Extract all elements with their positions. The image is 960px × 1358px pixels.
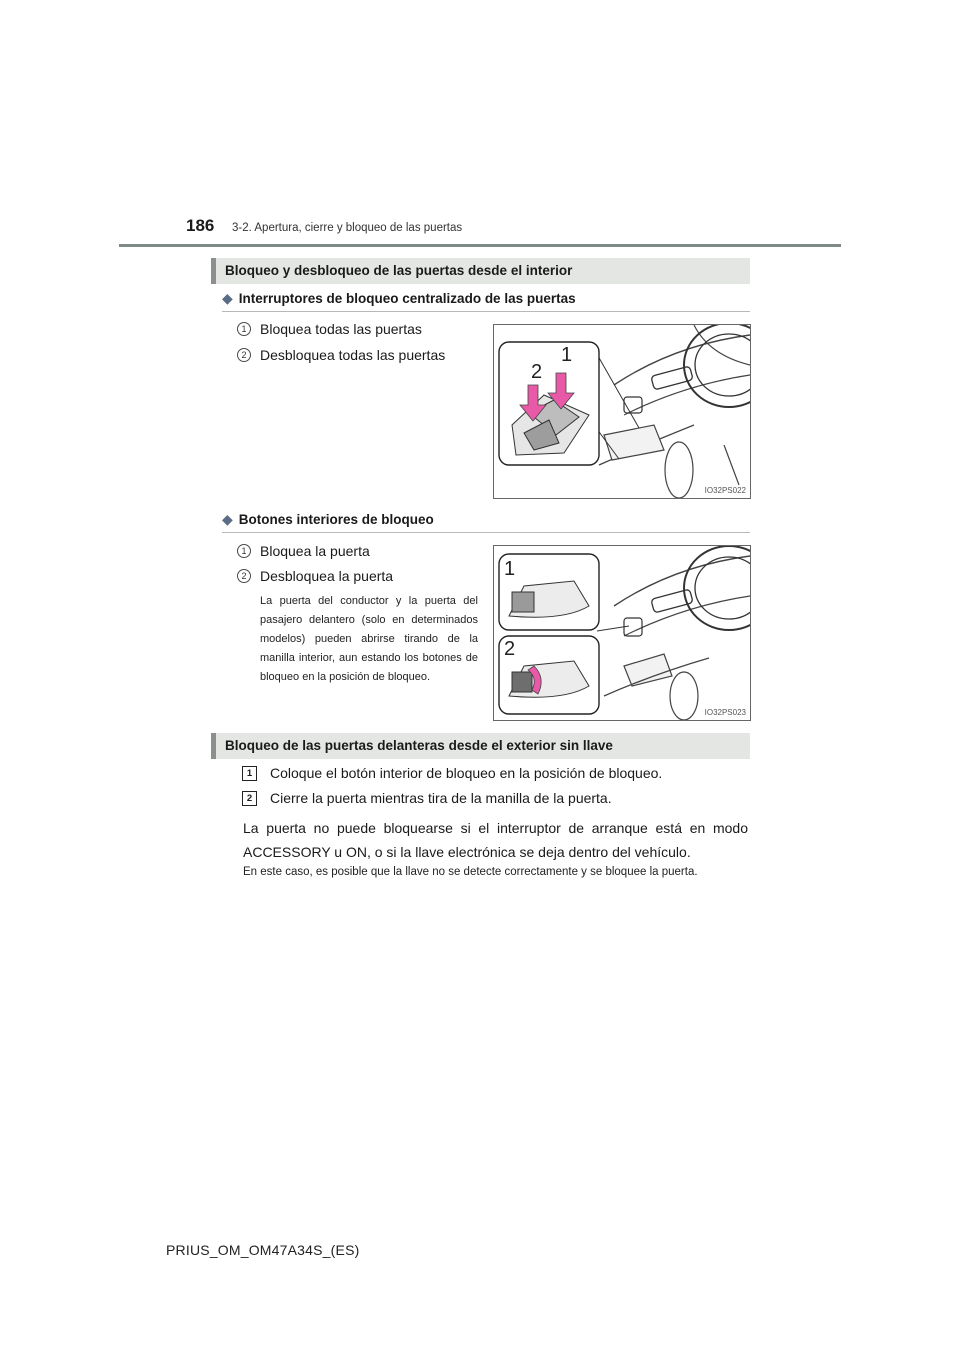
section-title: Bloqueo y desbloqueo de las puertas desde el interior: [225, 263, 573, 278]
figure-illustration: [494, 546, 750, 720]
subheading-divider: [222, 532, 750, 533]
step-text-2: Cierre la puerta mientras tira de la manilla de la puerta.: [270, 790, 612, 806]
callout-1: 1: [504, 558, 516, 580]
subheading-interior-lock-buttons: [222, 511, 434, 528]
section-bar-exterior-locking: [211, 733, 750, 759]
item-number-2: 2: [237, 569, 251, 583]
diamond-icon: ◆: [222, 290, 233, 306]
chapter-title: 3-2. Apertura, cierre y bloqueo de las puertas: [232, 222, 463, 234]
callout-1: 1: [561, 344, 573, 366]
figure-code: IO32PS023: [704, 708, 746, 717]
item-text-lock-all: Bloquea todas las puertas: [260, 321, 422, 337]
section-bar-interior-locking: [211, 258, 750, 284]
figure-illustration: [494, 325, 750, 498]
note-door-handle: La puerta del conductor y la puerta del pasajero delantero (solo en determinados modelos) pueden abrirse tirando de la manilla interior, aun estando los botones de bloqueo en la posición de bloqueo.: [260, 595, 478, 683]
step-number-2: 2: [242, 791, 257, 806]
diamond-icon: ◆: [222, 511, 233, 527]
callout-2: 2: [531, 361, 543, 383]
subheading-divider: [222, 311, 750, 312]
section-bar-accent: [211, 733, 216, 759]
figure-code: IO32PS022: [704, 486, 746, 495]
subheading-text: Botones interiores de bloqueo: [238, 512, 434, 527]
item-number-1: 1: [237, 322, 251, 336]
item-text-unlock-door: Desbloquea la puerta: [260, 568, 394, 584]
section-title: Bloqueo de las puertas delanteras desde el exterior sin llave: [225, 738, 613, 753]
header-divider: [119, 244, 841, 247]
item-number-1: 1: [237, 544, 251, 558]
footer-code: PRIUS_OM_OM47A34S_(ES): [166, 1242, 360, 1258]
item-text-unlock-all: Desbloquea todas las puertas: [260, 347, 446, 363]
step-number-1: 1: [242, 766, 257, 781]
item-text-lock-door: Bloquea la puerta: [260, 543, 370, 559]
step-text-1: Coloque el botón interior de bloqueo en la posición de bloqueo.: [270, 765, 663, 781]
subheading-text: Interruptores de bloqueo centralizado de las puertas: [238, 291, 576, 306]
item-number-2: 2: [237, 348, 251, 362]
callout-2: 2: [504, 638, 516, 660]
section-bar-accent: [211, 258, 216, 284]
note-key-detection: En este caso, es posible que la llave no se detecte correctamente y se bloquee la puerta.: [243, 866, 698, 878]
paragraph-switch-mode: La puerta no puede bloquearse si el interruptor de arranque está en modo ACCESSORY u ON, o si la llave electrónica se deja dentro del vehículo.: [243, 820, 748, 860]
figure-central-lock-switch: [493, 324, 751, 499]
subheading-central-lock-switches: [222, 290, 576, 307]
page-number: 186: [186, 216, 215, 235]
figure-interior-lock-button: [493, 545, 751, 721]
